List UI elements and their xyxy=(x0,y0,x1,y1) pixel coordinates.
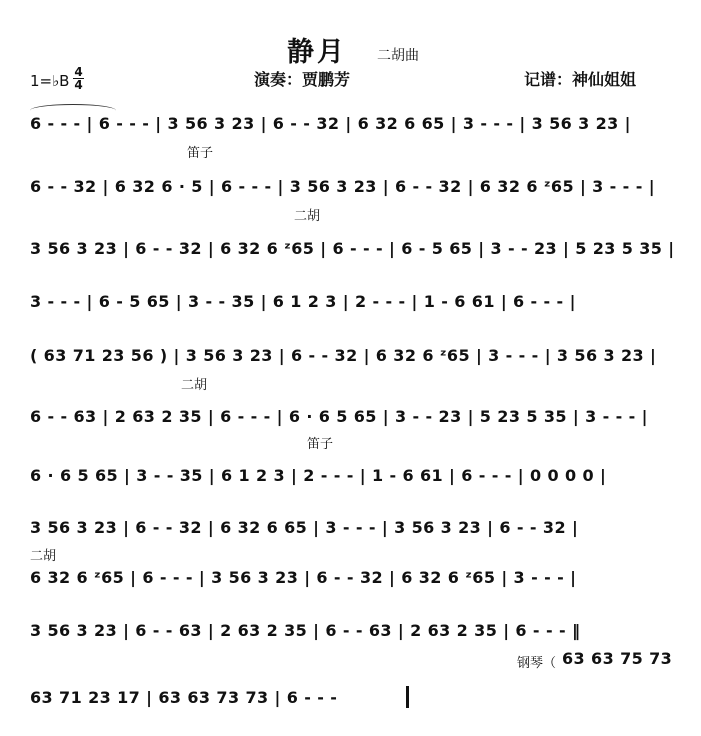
transcriber: 记谱：神仙姐姐 xyxy=(524,70,637,89)
instrument-label-erhu: 二胡 xyxy=(181,378,208,393)
score-line-3: 3 56 3 23 | 6 - - 32 | 6 32 6 ᶻ65 | 6 - - - | 6 - 5 65 | 3 - - 23 | 5 23 5 35 | xyxy=(30,239,675,258)
score-line-8: 3 56 3 23 | 6 - - 32 | 6 32 6 65 | 3 - - - | 3 56 3 23 | 6 - - 32 | xyxy=(30,518,579,537)
score-line-1: 6 - - - | 6 - - - | 3 56 3 23 | 6 - - 32 | 6 32 6 65 | 3 - - - | 3 56 3 23 | xyxy=(30,114,631,133)
meter-bottom: 4 xyxy=(74,78,83,92)
final-barline xyxy=(406,686,409,708)
score-line-4: 3 - - - | 6 - 5 65 | 3 - - 35 | 6 1 2 3 | 2 - - - | 1 - 6 61 | 6 - - - | xyxy=(30,292,576,311)
instrument-label-erhu: 二胡 xyxy=(294,209,321,224)
performer: 演奏：贾鹏芳 xyxy=(254,70,351,89)
piano-notes: 63 63 75 73 xyxy=(562,649,673,668)
score-line-11: 63 71 23 17 | 63 63 73 73 | 6 - - - xyxy=(30,688,338,707)
score-line-10: 3 56 3 23 | 6 - - 63 | 2 63 2 35 | 6 - - 63 | 2 63 2 35 | 6 - - - ‖ xyxy=(30,621,581,640)
score-line-5: ( 63 71 23 56 ) | 3 56 3 23 | 6 - - 32 | 6 32 6 ᶻ65 | 3 - - - | 3 56 3 23 | xyxy=(30,346,657,365)
subtitle: 二胡曲 xyxy=(377,48,419,64)
score-line-7: 6 · 6 5 65 | 3 - - 35 | 6 1 2 3 | 2 - - - | 1 - 6 61 | 6 - - - | 0 0 0 0 | xyxy=(30,466,607,485)
instrument-label-erhu: 二胡 xyxy=(30,549,57,564)
score-line-9: 6 32 6 ᶻ65 | 6 - - - | 3 56 3 23 | 6 - - 32 | 6 32 6 ᶻ65 | 3 - - - | xyxy=(30,568,577,587)
key-signature: 1=♭B xyxy=(30,72,70,90)
instrument-label-dizi: 笛子 xyxy=(187,146,214,161)
score-line-6: 6 - - 63 | 2 63 2 35 | 6 - - - | 6 · 6 5 65 | 3 - - 23 | 5 23 5 35 | 3 - - - | xyxy=(30,407,648,426)
page-title: 静月 xyxy=(287,37,347,68)
instrument-label-dizi: 笛子 xyxy=(307,437,334,452)
meter-top: 4 xyxy=(74,65,83,79)
score-line-2: 6 - - 32 | 6 32 6 · 5 | 6 - - - | 3 56 3 23 | 6 - - 32 | 6 32 6 ᶻ65 | 3 - - - | xyxy=(30,177,655,196)
time-signature xyxy=(73,66,84,91)
piano-label: 钢琴（ xyxy=(517,656,557,671)
